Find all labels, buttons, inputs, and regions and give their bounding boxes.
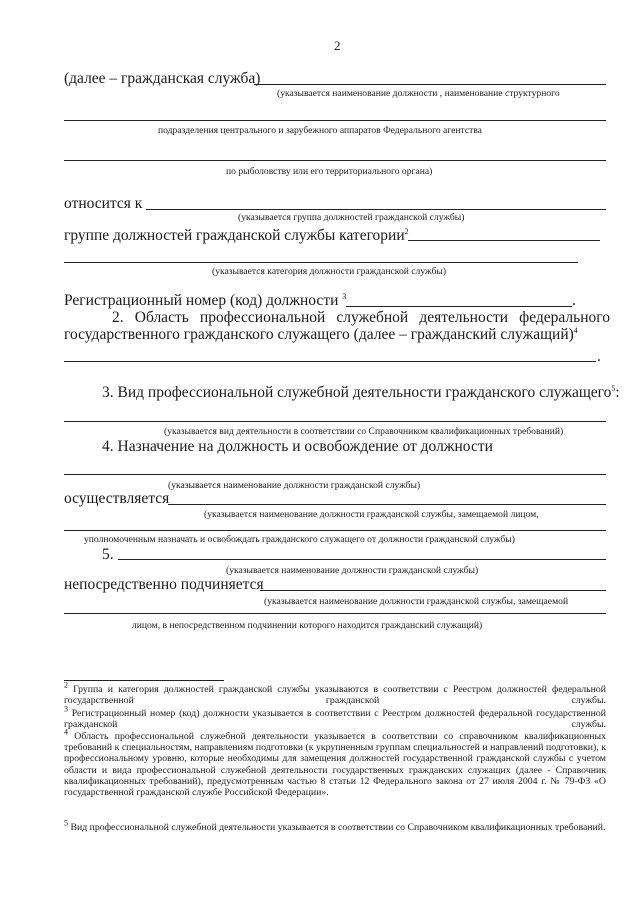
hint-position-structural: (указывается наименование должности , наименование структурного: [277, 88, 560, 99]
footnote-mark-2: 2: [64, 680, 68, 690]
belongs-to-label: относится к: [64, 195, 143, 212]
footnote-ref-2: 2: [404, 226, 409, 236]
carried-out-fill-line: [168, 504, 606, 505]
hint-category: (указывается категория должности гражданской службы): [212, 266, 447, 277]
appoint-fill-line: [64, 474, 606, 475]
group-fill-line: [146, 209, 606, 210]
subordinate-label: непосредственно подчиняется: [64, 576, 264, 593]
kind-title-text: 3. Вид профессиональной служебной деятельности гражданского служащего: [102, 384, 612, 401]
hint-position-name: (указывается наименование должности гражданской службы): [168, 480, 421, 491]
position-fill-line-1: [254, 84, 606, 85]
item-5-fill-line: [118, 559, 606, 560]
carried-out-label: осуществляется: [64, 490, 170, 507]
footnote-2: [64, 680, 606, 707]
reg-number-fill-line: [346, 306, 572, 307]
reg-number-label: [64, 292, 346, 310]
footnote-3-text: Регистрационный номер (код) должности указывается в соответствии с Реестром должностей федеральной государственной гражданской службы.: [64, 708, 606, 731]
area-line-2-text: государственного гражданского служащего (далее – гражданский служащий): [64, 326, 574, 343]
category-group-text: группе должностей гражданской службы категории: [64, 227, 405, 244]
footnote-ref-4: 4: [573, 325, 578, 335]
kind-fill-line: [64, 421, 606, 422]
footnote-mark-3: 3: [64, 704, 68, 714]
subordinate-fill-line: [260, 590, 606, 591]
item-5-label: 5.: [102, 546, 114, 563]
area-fill-line: [64, 361, 596, 362]
hint-direct: лицом, в непосредственном подчинении которого находится гражданский служащий): [132, 620, 483, 631]
civil-service-label: (далее – гражданская служба): [64, 70, 261, 87]
hint-authorized: уполномоченным назначать и освобождать гражданского служащего от должности гражданской службы): [84, 534, 515, 545]
reg-number-text: Регистрационный номер (код) должности: [64, 292, 339, 309]
reg-number-end: .: [572, 292, 576, 309]
area-end: .: [597, 348, 601, 365]
kind-title: [102, 384, 620, 402]
hint-subdivision: подразделения центрального и зарубежного аппаратов Федерального агентства: [158, 125, 482, 136]
category-fill-line-2: [64, 262, 578, 263]
footnote-separator: [64, 680, 224, 681]
appoint-title: 4. Назначение на должность и освобождение от должности: [102, 438, 493, 455]
footnote-3: [64, 704, 606, 731]
footnote-mark-5: 5: [64, 818, 68, 828]
footnote-mark-4: 4: [64, 727, 68, 737]
page-number: 2: [334, 38, 341, 53]
direct-fill-line: [64, 613, 606, 614]
footnote-4: [64, 727, 607, 799]
footnote-4-text: Область профессиональной служебной деятельности указывается в соответствии со справочником квалификационных требований к специальностям, направлениям подготовки (к укрупненным группам специальностей и направлений подготовки), к профессиональному уровню, которые необходимы для замещения должностей государственной гражданской службы с учетом области и вида профессиональной служебной деятельности государственных гражданских служащих (далее - Справочник квалификационных требований), предусмотренным частью 8 статьи 12 Федерального закона от 27 июля 2004 г. № 79-ФЗ «О государственной гражданской службе Российской Федерации».: [64, 731, 607, 799]
hint-kind: (указывается вид деятельности в соответствии со Справочником квалификационных требований): [164, 426, 564, 437]
position-fill-line-3: [64, 160, 606, 161]
authorized-fill-line: [64, 530, 606, 531]
footnote-5-text: Вид профессиональной служебной деятельности указывается в соответствии со Справочником квалификационных требований.: [70, 822, 606, 833]
position-fill-line-2: [64, 120, 606, 121]
area-line-1: 2. Область профессиональной служебной деятельности федерального: [112, 309, 610, 326]
footnote-ref-5: 5: [611, 383, 616, 393]
area-line-2: [64, 326, 578, 344]
category-group-label: [64, 227, 409, 245]
hint-position-filled: (указывается наименование должности гражданской службы, замещаемой лицом,: [204, 509, 539, 520]
footnote-2-text: Группа и категория должностей гражданской службы указываются в соответствии с Реестром должностей федеральной государственной гражданской службы.: [64, 684, 606, 707]
hint-group: (указывается группа должностей гражданской службы): [238, 212, 465, 223]
category-fill-line: [408, 240, 600, 241]
footnote-ref-3: 3: [342, 291, 347, 301]
hint-fishery: по рыболовству или его территориального органа): [226, 166, 433, 177]
kind-colon: :: [615, 384, 620, 401]
hint-position-name-2: (указывается наименование должности гражданской службы): [226, 565, 479, 576]
footnote-5: [64, 818, 606, 833]
hint-position-filled-2: (указывается наименование должности гражданской службы, замещаемой: [264, 596, 569, 607]
